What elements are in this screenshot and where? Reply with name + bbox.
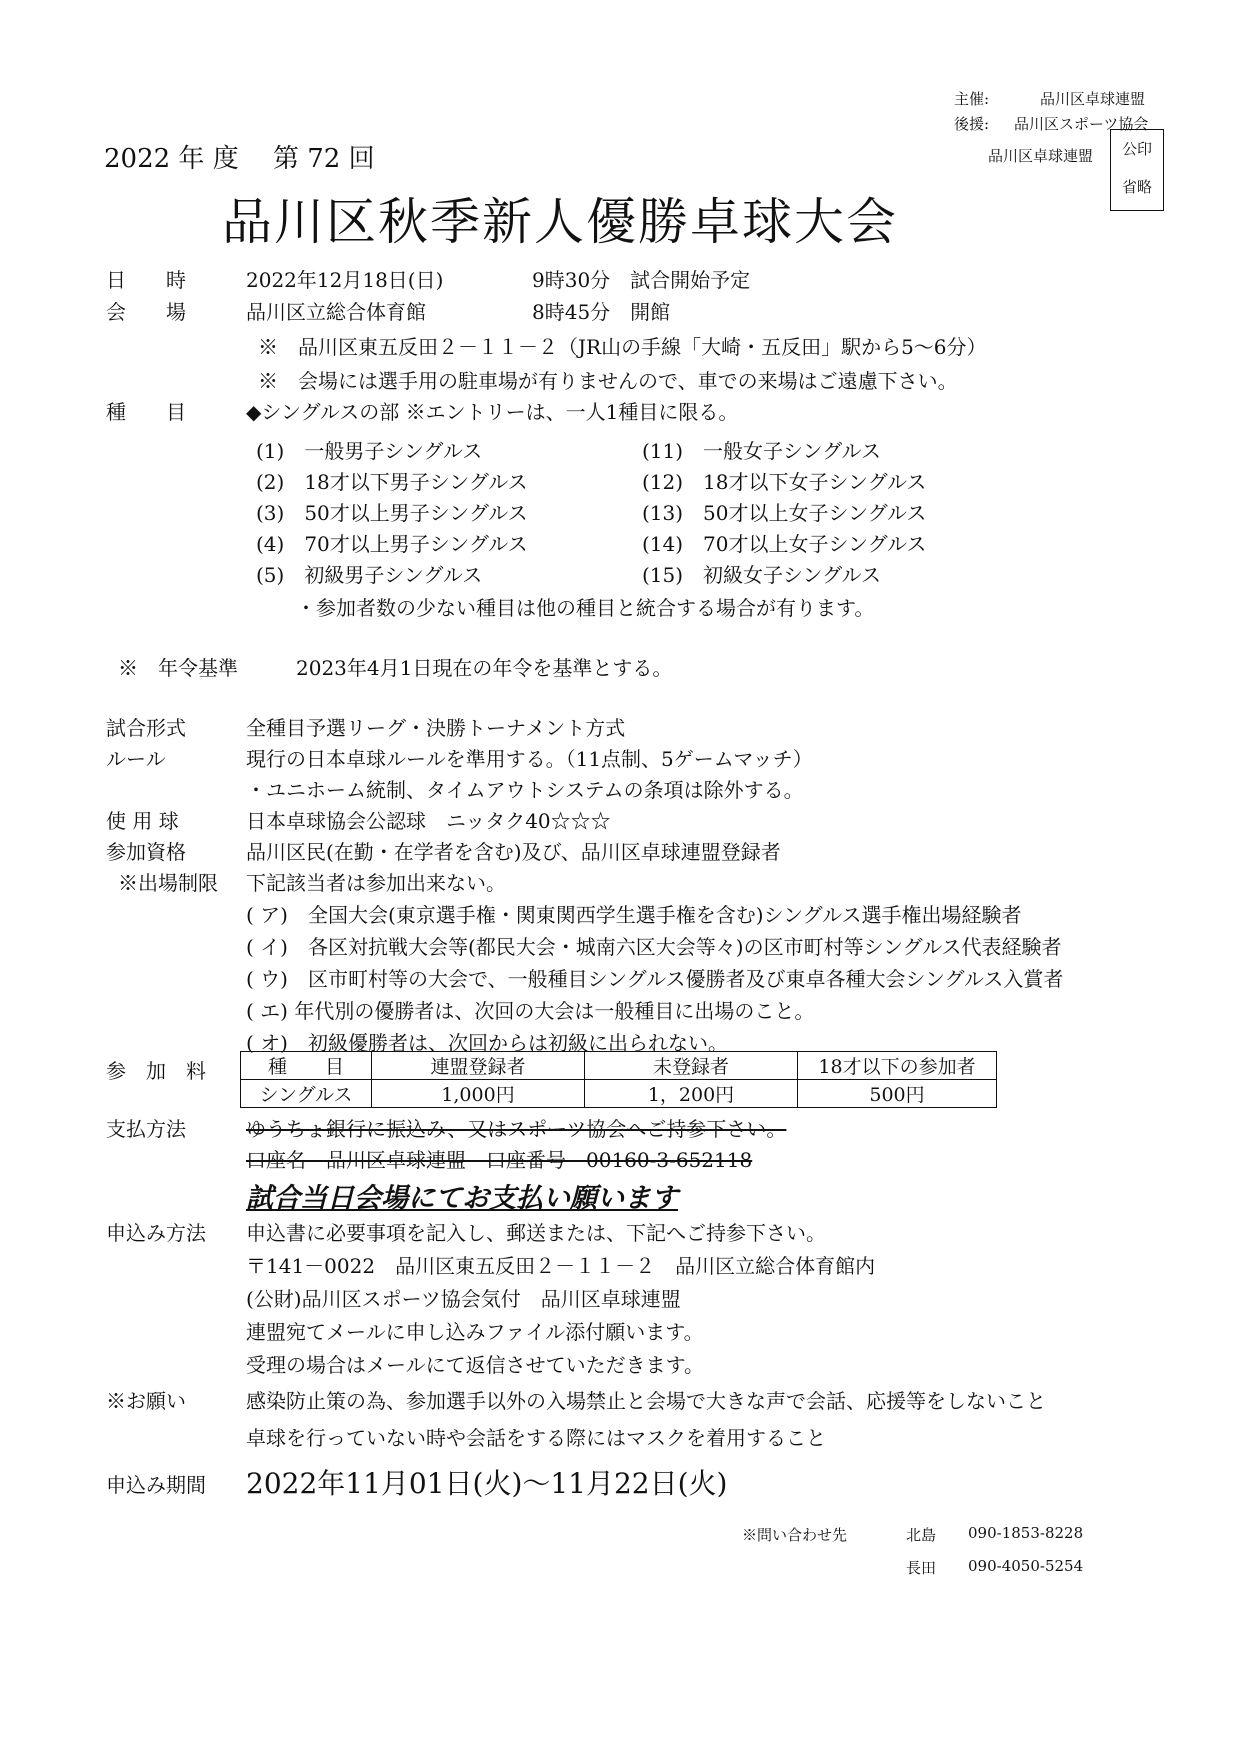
eligibility-label: 参加資格: [106, 840, 186, 864]
fee-row: [241, 1080, 997, 1108]
page-title: 品川区秋季新人優勝卓球大会: [222, 193, 898, 251]
support-name: 品川区スポーツ協会: [1014, 115, 1149, 133]
event-item: (3) 50才以上男子シングルス: [256, 501, 528, 525]
contact-label: ※問い合わせ先: [742, 1526, 848, 1544]
event-item: (4) 70才以上男子シングルス: [256, 532, 528, 556]
date-label: 日 時: [106, 268, 186, 292]
fee-cell: シングルス: [241, 1080, 372, 1108]
venue-label: 会 場: [106, 300, 186, 324]
restriction-item: ( イ) 各区対抗戦大会等(都民大会・城南六区大会等々)の区市町村等シングルス代表経験者: [246, 935, 1062, 959]
request-label: ※お願い: [106, 1389, 186, 1413]
fee-header-row: [241, 1052, 997, 1080]
match-format: 全種目予選リーグ・決勝トーナメント方式: [246, 716, 626, 740]
restriction-label: ※出場制限: [118, 871, 218, 895]
stamp-organization: 品川区卓球連盟: [988, 147, 1094, 165]
fee-cell: 1,000円: [372, 1080, 585, 1108]
restriction-item: ( オ) 初級優勝者は、次回からは初級に出られない。: [246, 1031, 728, 1055]
edition-line: 2022 年 度 第 72 回: [104, 144, 375, 174]
age-criteria-text: 2023年4月1日現在の年令を基準とする。: [296, 656, 673, 680]
stamp-text-1: 公印: [1121, 140, 1152, 158]
parking-note: ※ 会場には選手用の駐車場が有りませんので、車での来場はご遠慮下さい。: [258, 369, 958, 393]
event-date: 2022年12月18日(日): [246, 268, 444, 292]
fee-cell: 500円: [798, 1080, 997, 1108]
contact-phone-1: 090-1853-8228: [968, 1524, 1084, 1542]
event-item: (5) 初級男子シングルス: [256, 563, 483, 587]
period-label: 申込み期間: [106, 1473, 206, 1497]
apply-line: 申込書に必要事項を記入し、郵送または、下記へご持参下さい。: [246, 1221, 826, 1245]
request-line: 感染防止策の為、参加選手以外の入場禁止と会場で大きな声で会話、応援等をしないこと: [246, 1389, 1046, 1413]
request-line: 卓球を行っていない時や会話をする際にはマスクを着用すること: [246, 1426, 826, 1450]
apply-reply-note: 受理の場合はメールにて返信させていただきます。: [246, 1353, 704, 1377]
sponsor-name: 品川区卓球連盟: [1040, 90, 1146, 108]
payment-label: 支払方法: [106, 1117, 186, 1141]
fee-header-cell: 18才以下の参加者: [798, 1052, 997, 1080]
stamp-text-2: 省略: [1121, 178, 1152, 196]
venue-address-note: ※ 品川区東五反田２－１１－２（JR山の手線「大崎・五反田」駅から5～6分）: [258, 335, 987, 359]
fee-header-cell: 連盟登録者: [372, 1052, 585, 1080]
age-criteria-label: ※ 年令基準: [118, 656, 238, 680]
events-label: 種 目: [106, 400, 186, 424]
event-item: (15) 初級女子シングルス: [642, 563, 881, 587]
application-period: 2022年11月01日(火)～11月22日(火): [246, 1467, 728, 1500]
apply-address: 〒141－0022 品川区東五反田２－１１－２ 品川区立総合体育館内: [246, 1254, 876, 1278]
restriction-item: ( エ) 年代別の優勝者は、次回の大会は一般種目に出場のこと。: [246, 999, 815, 1023]
apply-label: 申込み方法: [106, 1221, 206, 1245]
format-label: 試合形式: [106, 716, 186, 740]
event-item: (11) 一般女子シングルス: [642, 439, 881, 463]
ball-label: 使 用 球: [106, 809, 179, 833]
rule-note: ・ユニホーム統制、タイムアウトシステムの条項は除外する。: [246, 778, 804, 802]
eligibility-text: 品川区民(在勤・在学者を含む)及び、品川区卓球連盟登録者: [246, 840, 781, 864]
apply-email-note: 連盟宛てメールに申し込みファイル添付願います。: [246, 1320, 704, 1344]
fee-table: [240, 1051, 997, 1108]
opening-time: 8時45分 開館: [532, 300, 671, 324]
fee-cell: 1，200円: [585, 1080, 798, 1108]
events-merge-note: ・参加者数の少ない種目は他の種目と統合する場合が有ります。: [296, 596, 875, 620]
sponsor-label: 主催:: [954, 90, 990, 108]
apply-care-of: (公財)品川区スポーツ協会気付 品川区卓球連盟: [246, 1287, 681, 1311]
restriction-item: ( ウ) 区市町村等の大会で、一般種目シングルス優勝者及び東卓各種大会シングルス入賞者: [246, 967, 1064, 991]
events-header: ◆シングルスの部 ※エントリーは、一人1種目に限る。: [246, 400, 739, 424]
events-left-list: [256, 436, 528, 591]
official-seal-omitted-box: [1110, 129, 1164, 211]
fee-header-cell: 未登録者: [585, 1052, 798, 1080]
contact-name-2: 長田: [906, 1559, 937, 1577]
restriction-item: ( ア) 全国大会(東京選手権・関東関西学生選手権を含む)シングルス選手権出場経験者: [246, 903, 1022, 927]
rule-text: 現行の日本卓球ルールを準用する。（11点制、5ゲームマッチ）: [246, 747, 813, 771]
fee-header-cell: 種 目: [241, 1052, 372, 1080]
payment-old-method: ゆうちょ銀行に振込み、又はスポーツ協会へご持参下さい。: [246, 1117, 787, 1141]
ball-text: 日本卓球協会公認球 ニッタク40☆☆☆: [246, 809, 611, 833]
contact-phone-2: 090-4050-5254: [968, 1557, 1084, 1575]
restriction-list: [246, 899, 1063, 1059]
start-time: 9時30分 試合開始予定: [532, 268, 751, 292]
event-item: (1) 一般男子シングルス: [256, 439, 483, 463]
support-label: 後援:: [954, 115, 990, 133]
events-right-list: [642, 436, 926, 591]
fee-label: 参 加 料: [106, 1059, 206, 1083]
event-item: (13) 50才以上女子シングルス: [642, 501, 927, 525]
payment-new-method: 試合当日会場にてお支払い願います: [246, 1183, 678, 1214]
event-item: (2) 18才以下男子シングルス: [256, 470, 528, 494]
event-item: (14) 70才以上女子シングルス: [642, 532, 927, 556]
restriction-text: 下記該当者は参加出来ない。: [246, 871, 506, 895]
payment-old-account: 口座名 品川区卓球連盟 口座番号 00160-3-652118: [246, 1148, 753, 1172]
event-item: (12) 18才以下女子シングルス: [642, 470, 927, 494]
venue-name: 品川区立総合体育館: [246, 300, 426, 324]
rule-label: ルール: [106, 747, 166, 771]
contact-name-1: 北島: [906, 1526, 937, 1544]
